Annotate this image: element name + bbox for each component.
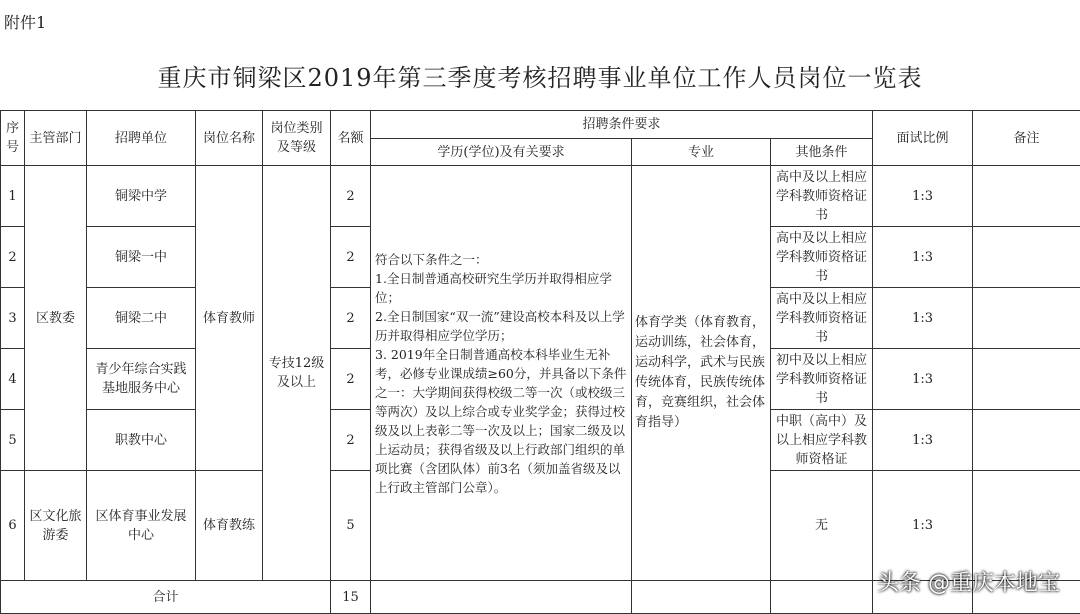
- post-cell: 体育教练: [196, 471, 263, 581]
- row-no: 6: [1, 471, 25, 581]
- quota-cell: 5: [331, 471, 371, 581]
- other-cell: 无: [771, 471, 873, 581]
- ratio-cell: 1:3: [873, 471, 973, 581]
- table-row: [1, 166, 1080, 227]
- note-cell: [973, 410, 1080, 471]
- total-label: 合计: [1, 581, 331, 614]
- grade-cell: 专技12级及以上: [263, 166, 331, 581]
- quota-cell: 2: [331, 166, 371, 227]
- quota-cell: 2: [331, 288, 371, 349]
- quota-cell: 2: [331, 410, 371, 471]
- header-conditions: 招聘条件要求: [371, 111, 873, 139]
- header-unit: 招聘单位: [87, 111, 196, 166]
- header-dept: 主管部门: [25, 111, 87, 166]
- header-major: 专业: [632, 139, 771, 166]
- unit-cell: 铜梁中学: [87, 166, 196, 227]
- other-cell: 初中及以上相应学科教师资格证书: [771, 349, 873, 410]
- unit-cell: 铜梁一中: [87, 227, 196, 288]
- page-title: 重庆市铜梁区2019年第三季度考核招聘事业单位工作人员岗位一览表: [0, 58, 1080, 93]
- major-cell: 体育学类（体育教育，运动训练，社会体育，运动科学，武术与民族传统体育，民族传统体育，竞赛组织，社会体育指导）: [632, 166, 771, 581]
- unit-cell: 职教中心: [87, 410, 196, 471]
- edu-text: 符合以下条件之一： 1.全日制普通高校研究生学历并取得相应学位； 2.全日制国家“双一流”建设高校本科及以上学历并取得相应学位学历； 3. 2019年全日制普通高校本科毕业生无补考，必修专业课成绩≥60分，并具备以下条件之一：大学期间获得校级二等一次（或校级三等两次）及以上综合或专业奖学金；获得过校级及以上表彰二等一次及以上；国家二级及以上运动员；获得省级及以上行政部门组织的单项比赛（含团队体）前3名（须加盖省级及以上行政主管部门公章）。: [375, 250, 627, 497]
- header-no: 序号: [1, 111, 25, 166]
- header-quota: 名额: [331, 111, 371, 166]
- empty-cell: [771, 581, 873, 614]
- total-quota: 15: [331, 581, 371, 614]
- header-ratio: 面试比例: [873, 111, 973, 166]
- post-cell: 体育教师: [196, 166, 263, 471]
- attachment-label: 附件1: [4, 10, 46, 33]
- note-cell: [973, 288, 1080, 349]
- quota-cell: 2: [331, 227, 371, 288]
- watermark: 头条 @重庆本地宝: [877, 566, 1060, 597]
- ratio-cell: 1:3: [873, 410, 973, 471]
- edu-requirements: [371, 166, 632, 581]
- dept-cell: 区文化旅游委: [25, 471, 87, 581]
- unit-cell: 铜梁二中: [87, 288, 196, 349]
- header-note: 备注: [973, 111, 1080, 166]
- quota-cell: 2: [331, 349, 371, 410]
- other-cell: 中职（高中）及以上相应学科教师资格证: [771, 410, 873, 471]
- row-no: 3: [1, 288, 25, 349]
- note-cell: [973, 349, 1080, 410]
- header-grade: 岗位类别及等级: [263, 111, 331, 166]
- other-cell: 高中及以上相应学科教师资格证书: [771, 166, 873, 227]
- header-edu: 学历(学位)及有关要求: [371, 139, 632, 166]
- unit-cell: 区体育事业发展中心: [87, 471, 196, 581]
- header-other: 其他条件: [771, 139, 873, 166]
- empty-cell: [371, 581, 632, 614]
- note-cell: [973, 227, 1080, 288]
- other-cell: 高中及以上相应学科教师资格证书: [771, 227, 873, 288]
- row-no: 2: [1, 227, 25, 288]
- dept-cell: 区教委: [25, 166, 87, 471]
- ratio-cell: 1:3: [873, 288, 973, 349]
- unit-cell: 青少年综合实践基地服务中心: [87, 349, 196, 410]
- row-no: 1: [1, 166, 25, 227]
- row-no: 5: [1, 410, 25, 471]
- ratio-cell: 1:3: [873, 227, 973, 288]
- row-no: 4: [1, 349, 25, 410]
- ratio-cell: 1:3: [873, 349, 973, 410]
- header-post: 岗位名称: [196, 111, 263, 166]
- positions-table: [0, 110, 1080, 614]
- ratio-cell: 1:3: [873, 166, 973, 227]
- empty-cell: [632, 581, 771, 614]
- other-cell: 高中及以上相应学科教师资格证书: [771, 288, 873, 349]
- note-cell: [973, 166, 1080, 227]
- note-cell: [973, 471, 1080, 581]
